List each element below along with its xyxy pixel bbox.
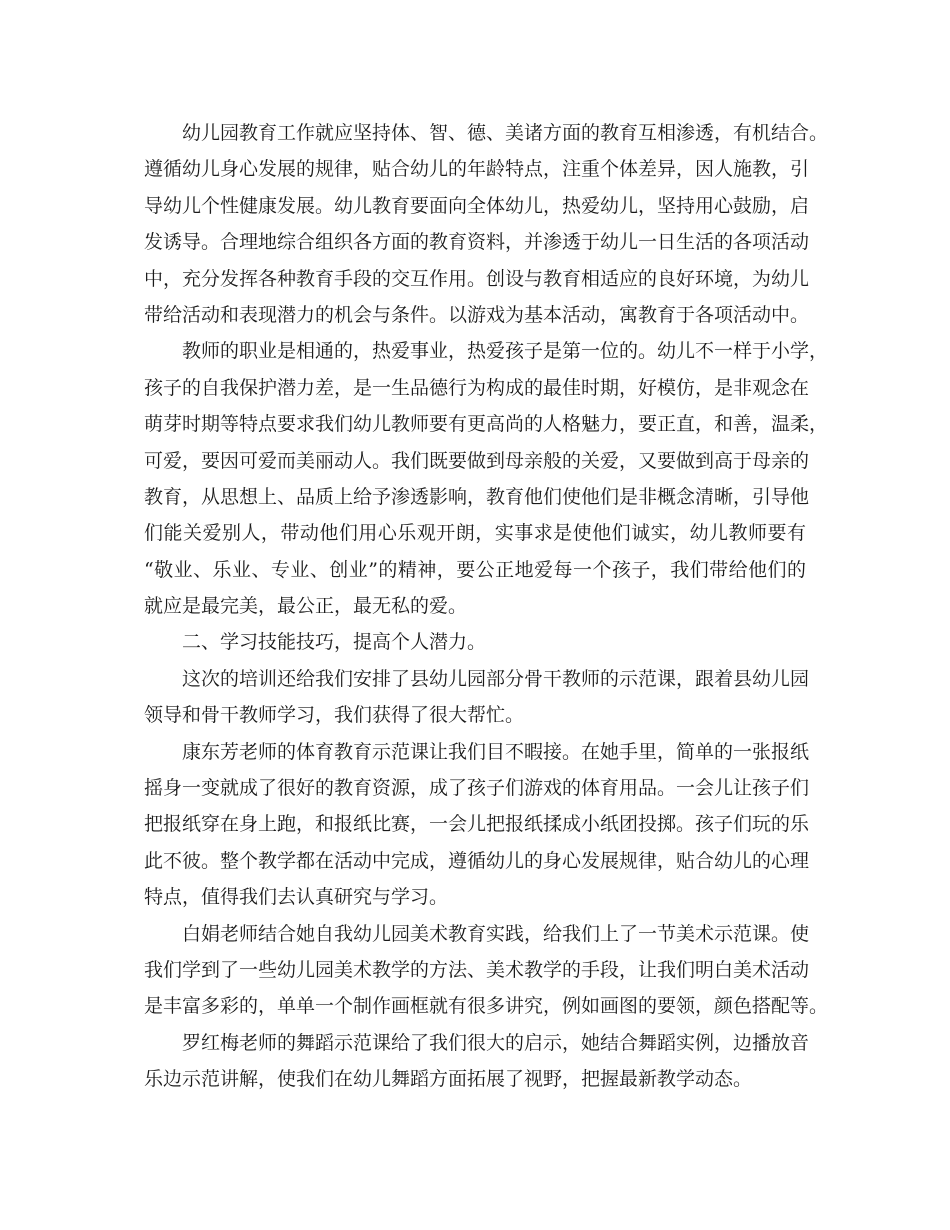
section-heading bbox=[144, 624, 806, 660]
text-line: “敬业、乐业、专业、创业”的精神，要公正地爱每一个孩子，我们带给他们的 bbox=[144, 558, 806, 581]
text-line: 特点，值得我们去认真研究与学习。 bbox=[144, 886, 449, 909]
paragraph bbox=[144, 1025, 810, 1098]
text-line: 导幼儿个性健康发展。幼儿教育要面向全体幼儿，热爱幼儿，坚持用心鼓励，启 bbox=[144, 194, 810, 217]
text-line: 带给活动和表现潜力的机会与条件。以游戏为基本活动，寓教育于各项活动中。 bbox=[144, 303, 810, 326]
text-line: 教师的职业是相通的，热爱事业，热爱孩子是第一位的。幼儿不一样于小学， bbox=[182, 340, 829, 363]
text-line: 我们学到了一些幼儿园美术教学的方法、美术教学的手段，让我们明白美术活动 bbox=[144, 958, 810, 981]
text-line: 这次的培训还给我们安排了县幼儿园部分骨干教师的示范课，跟着县幼儿园 bbox=[182, 667, 810, 690]
text-line: 遵循幼儿身心发展的规律，贴合幼儿的年龄特点，注重个体差异，因人施教，引 bbox=[144, 158, 810, 181]
text-line: 就应是最完美，最公正，最无私的爱。 bbox=[144, 595, 468, 618]
text-line: 摇身一变就成了很好的教育资源，成了孩子们游戏的体育用品。一会儿让孩子们 bbox=[144, 777, 810, 800]
text-line: 罗红梅老师的舞蹈示范课给了我们很大的启示，她结合舞蹈实例，边播放音 bbox=[182, 1031, 810, 1054]
paragraph bbox=[144, 115, 829, 333]
text-line: 是丰富多彩的，单单一个制作画框就有很多讲究，例如画图的要领，颜色搭配等。 bbox=[144, 995, 829, 1018]
paragraph bbox=[144, 661, 810, 734]
text-line: 把报纸穿在身上跑，和报纸比赛，一会儿把报纸揉成小纸团投掷。孩子们玩的乐 bbox=[144, 813, 810, 836]
text-line: 发诱导。合理地综合组织各方面的教育资料，并渗透于幼儿一日生活的各项活动 bbox=[144, 231, 810, 254]
text-line: 二、学习技能技巧，提高个人潜力。 bbox=[182, 631, 487, 654]
paragraph bbox=[144, 333, 829, 624]
text-line: 们能关爱别人，带动他们用心乐观开朗，实事求是使他们诚实，幼儿教师要有 bbox=[144, 522, 806, 545]
text-line: 中，充分发挥各种教育手段的交互作用。创设与教育相适应的良好环境，为幼儿 bbox=[144, 267, 810, 290]
text-line: 幼儿园教育工作就应坚持体、智、德、美诸方面的教育互相渗透，有机结合。 bbox=[182, 122, 829, 144]
text-line: 白娟老师结合她自我幼儿园美术教育实践，给我们上了一节美术示范课。使 bbox=[182, 922, 810, 945]
text-line: 此不彼。整个教学都在活动中完成，遵循幼儿的身心发展规律，贴合幼儿的心理 bbox=[144, 849, 810, 872]
text-line: 萌芽时期等特点要求我们幼儿教师要有更高尚的人格魅力，要正直，和善，温柔， bbox=[144, 413, 829, 436]
paragraph bbox=[144, 734, 810, 916]
text-line: 康东芳老师的体育教育示范课让我们目不暇接。在她手里，简单的一张报纸 bbox=[182, 740, 810, 763]
document-page bbox=[144, 115, 829, 1098]
text-line: 乐边示范讲解，使我们在幼儿舞蹈方面拓展了视野，把握最新教学动态。 bbox=[144, 1068, 753, 1091]
text-line: 领导和骨干教师学习，我们获得了很大帮忙。 bbox=[144, 704, 525, 727]
text-line: 教育，从思想上、品质上给予渗透影响，教育他们使他们是非概念清晰，引导他 bbox=[144, 485, 810, 508]
text-line: 孩子的自我保护潜力差，是一生品德行为构成的最佳时期，好模仿，是非观念在 bbox=[144, 376, 810, 399]
paragraph bbox=[144, 916, 829, 1025]
text-line: 可爱，要因可爱而美丽动人。我们既要做到母亲般的关爱，又要做到高于母亲的 bbox=[144, 449, 810, 472]
